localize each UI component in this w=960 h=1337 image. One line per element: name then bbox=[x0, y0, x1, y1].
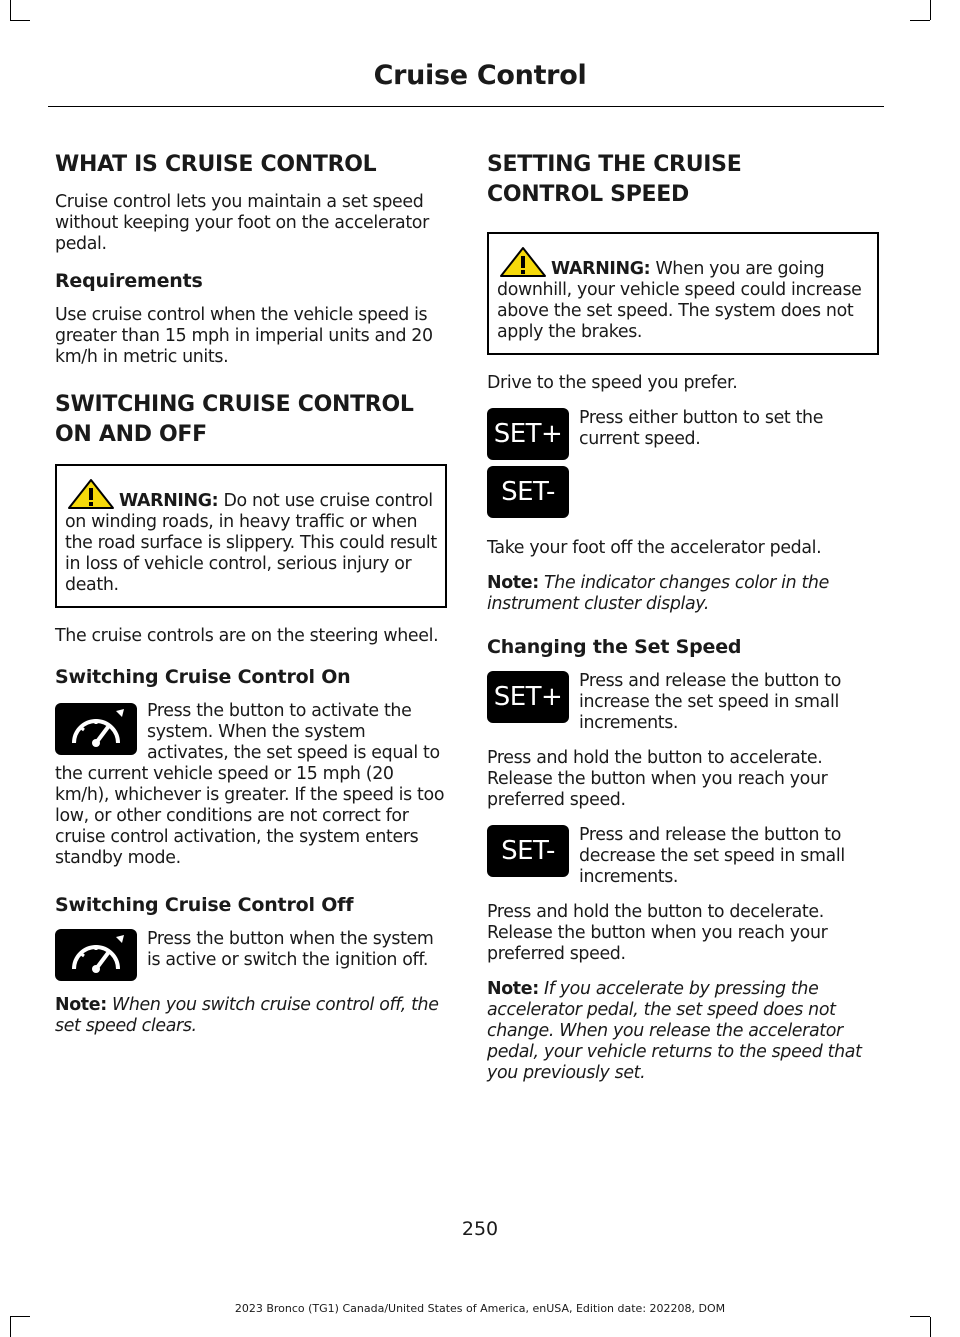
warning-triangle-icon bbox=[67, 478, 115, 510]
what-is-body: Cruise control lets you maintain a set speed without keeping your foot on the accelerator pedal. bbox=[55, 192, 429, 254]
controls-location: The cruise controls are on the steering wheel. bbox=[55, 626, 439, 646]
page-title: Cruise Control bbox=[373, 60, 587, 91]
note-label: Note: bbox=[487, 979, 539, 999]
crop-mark bbox=[10, 0, 11, 20]
note-text: If you accelerate by pressing the accelerator pedal, the set speed does not change. When you release the accelerator pedal, your vehicle returns to the speed that you previously set. bbox=[487, 979, 862, 1083]
increase-text: Press and release the button to increase the set speed in small increments. bbox=[579, 671, 842, 733]
set-plus-icon: SET+ bbox=[487, 671, 569, 723]
subheading-switching-off: Switching Cruise Control Off bbox=[55, 894, 354, 916]
crop-mark bbox=[10, 20, 30, 21]
set-minus-icon: SET- bbox=[487, 466, 569, 518]
crop-mark bbox=[10, 1317, 11, 1337]
switch-on-body: Press the button to activate the system. When the system activates, the set speed is equal to the current vehicle speed or 15 mph (20 km/h), whichever is greater. If the speed is too low, or other conditions are not correct for cruise control activation, the system enters standby mode. bbox=[55, 701, 445, 868]
drive-instruction: Drive to the speed you prefer. bbox=[487, 373, 738, 393]
right-column bbox=[487, 150, 879, 1098]
page-number: 250 bbox=[461, 1218, 499, 1240]
warning-box bbox=[487, 232, 879, 355]
subheading-requirements: Requirements bbox=[55, 270, 203, 292]
note bbox=[55, 995, 447, 1037]
crop-mark bbox=[930, 0, 931, 20]
set-buttons-stack bbox=[487, 408, 569, 518]
hold-accelerate-text: Press and hold the button to accelerate. Release the button when you reach your preferred speed. bbox=[487, 748, 828, 810]
set-plus-icon: SET+ bbox=[487, 408, 569, 460]
cruise-speedometer-icon bbox=[55, 703, 137, 755]
note bbox=[487, 979, 879, 1084]
crop-mark bbox=[910, 1316, 930, 1317]
subheading-switching-on: Switching Cruise Control On bbox=[55, 666, 351, 688]
warning-text: When you are going downhill, your vehicle speed could increase above the set speed. The system does not apply the brakes. bbox=[497, 259, 862, 342]
section-heading-switching: SWITCHING CRUISE CONTROL ON AND OFF bbox=[55, 392, 414, 447]
crop-mark bbox=[930, 1317, 931, 1337]
set-minus-icon: SET- bbox=[487, 825, 569, 877]
hold-decelerate-text: Press and hold the button to decelerate. Release the button when you reach your preferred speed. bbox=[487, 902, 828, 964]
decrease-block bbox=[487, 825, 879, 888]
note-text: When you switch cruise control off, the set speed clears. bbox=[55, 995, 439, 1036]
section-heading-what-is: WHAT IS CRUISE CONTROL bbox=[55, 152, 377, 177]
note-label: Note: bbox=[487, 573, 539, 593]
warning-triangle-icon bbox=[499, 246, 547, 278]
note-label: Note: bbox=[55, 995, 107, 1015]
warning-box bbox=[55, 464, 447, 608]
note bbox=[487, 573, 879, 615]
edition-info: 2023 Bronco (TG1) Canada/United States of America, enUSA, Edition date: 202208, DOM bbox=[234, 1302, 726, 1315]
press-either-text: Press either button to set the current speed. bbox=[579, 408, 824, 449]
crop-mark bbox=[910, 20, 930, 21]
switch-off-block bbox=[55, 929, 447, 981]
foot-off-instruction: Take your foot off the accelerator pedal. bbox=[487, 538, 822, 558]
switch-on-block bbox=[55, 701, 447, 869]
warning-text: Do not use cruise control on winding roads, in heavy traffic or when the road surface is slippery. This could result in loss of vehicle control, serious injury or death. bbox=[65, 491, 437, 595]
increase-block bbox=[487, 671, 879, 734]
switch-off-body: Press the button when the system is active or switch the ignition off. bbox=[147, 929, 434, 970]
crop-mark bbox=[10, 1316, 30, 1317]
warning-label: WARNING: bbox=[119, 491, 219, 511]
cruise-speedometer-icon bbox=[55, 929, 137, 981]
set-speed-block bbox=[487, 408, 879, 518]
header-divider bbox=[48, 106, 884, 107]
left-column bbox=[55, 150, 447, 1051]
warning-label: WARNING: bbox=[551, 259, 651, 279]
section-heading-setting: SETTING THE CRUISE CONTROL SPEED bbox=[487, 152, 742, 207]
subheading-changing-set-speed: Changing the Set Speed bbox=[487, 636, 742, 658]
decrease-text: Press and release the button to decrease the set speed in small increments. bbox=[579, 825, 845, 887]
requirements-body: Use cruise control when the vehicle speed is greater than 15 mph in imperial units and 20 km/h in metric units. bbox=[55, 305, 433, 367]
note-text: The indicator changes color in the instrument cluster display. bbox=[487, 573, 829, 614]
